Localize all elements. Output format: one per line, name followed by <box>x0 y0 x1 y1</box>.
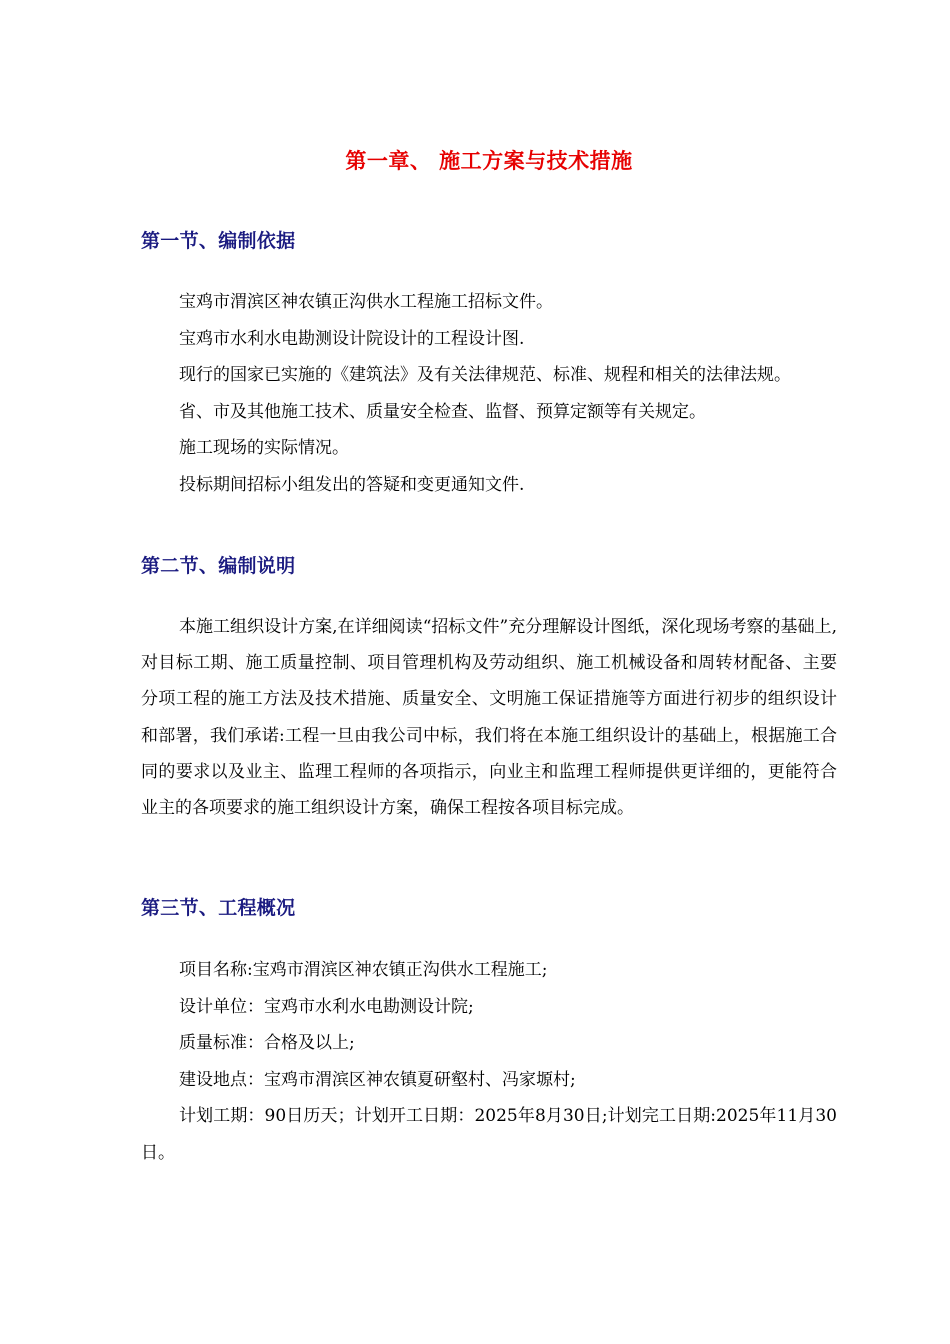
paragraph: 施工现场的实际情况。 <box>179 438 349 458</box>
chapter-title: 第一章、 施工方案与技术措施 <box>345 149 633 173</box>
section-body-basis <box>141 284 837 503</box>
paragraph: 本施工组织设计方案,在详细阅读“招标文件”充分理解设计图纸，深化现场考察的基础上,对目标工期、施工质量控制、项目管理机构及劳动组织、施工机械设备和周转材配备、主要分项工程的施工方法及技术措施、质量安全、文明施工保证措施等方面进行初步的组织设计和部署，我们承诺:工程一旦由我公司中标，我们将在本施工组织设计的基础上，根据施工合同的要求以及业主、监理工程师的各项指示，向业主和监理工程师提供更详细的，更能符合业主的各项要求的施工组织设计方案，确保工程按各项目标完成。 <box>141 617 837 819</box>
paragraph: 宝鸡市水利水电勘测设计院设计的工程设计图. <box>179 328 525 349</box>
section-body-description <box>141 609 837 826</box>
section-title-overview: 第三节、工程概况 <box>141 897 296 919</box>
section-body-overview <box>141 952 837 1171</box>
paragraph: 质量标准：合格及以上; <box>179 1033 355 1053</box>
paragraph: 项目名称:宝鸡市渭滨区神农镇正沟供水工程施工; <box>179 960 548 980</box>
paragraph: 设计单位：宝鸡市水利水电勘测设计院; <box>179 996 474 1017</box>
section-title-basis: 第一节、编制依据 <box>141 230 296 252</box>
paragraph: 投标期间招标小组发出的答疑和变更通知文件. <box>179 474 525 495</box>
paragraph: 省、市及其他施工技术、质量安全检查、监督、预算定额等有关规定。 <box>179 401 706 422</box>
paragraph: 计划工期：90日历天；计划开工日期：2025年8月30日;计划完工日期:2025年11月30日。 <box>141 1106 837 1163</box>
paragraph: 现行的国家已实施的《建筑法》及有关法律规范、标准、规程和相关的法律法规。 <box>179 365 791 385</box>
section-title-description: 第二节、编制说明 <box>141 555 296 577</box>
paragraph: 宝鸡市渭滨区神农镇正沟供水工程施工招标文件。 <box>179 292 553 312</box>
paragraph: 建设地点：宝鸡市渭滨区神农镇夏研壑村、冯家塬村; <box>179 1069 576 1090</box>
